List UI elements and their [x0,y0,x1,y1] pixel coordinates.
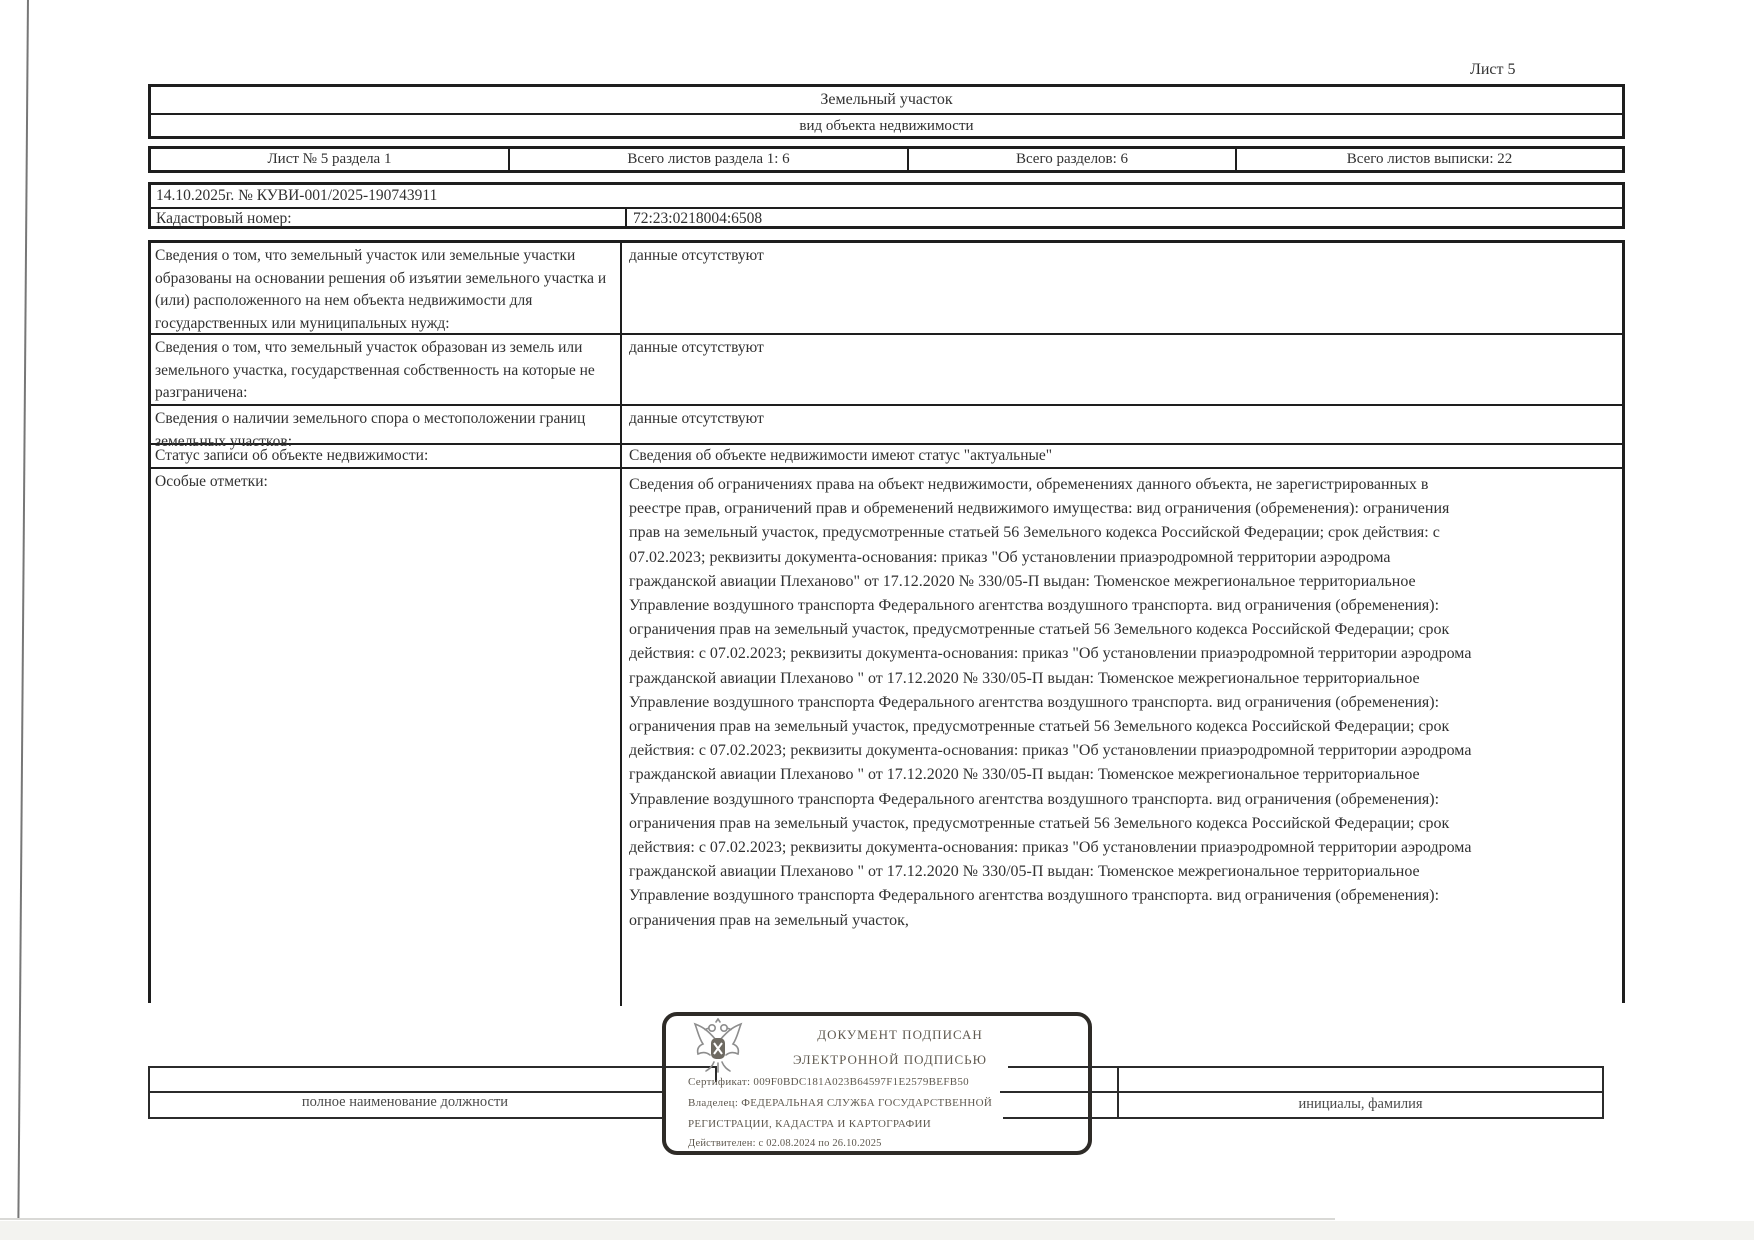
scan-bottom-line [0,1218,1335,1220]
cadastral-number-value: 72:23:0218004:6508 [633,210,763,227]
stamp-title-line2: ЭЛЕКТРОННОЙ ПОДПИСЬЮ [793,1052,987,1067]
object-type-table [148,84,1625,139]
scan-edge-line [17,0,29,1218]
row-value-seizure-info: данные отсутствуют [629,247,764,264]
row-value-boundary-dispute: данные отсутствуют [629,410,764,427]
land-plot-info-table [148,240,1625,1003]
signature-left-box-top-line [148,1066,717,1068]
position-caption: полное наименование должности [301,1094,509,1110]
table-row [151,243,1622,335]
row-label-special-notes: Особые отметки: [151,469,622,1006]
table-row [151,469,1622,1006]
table-row [151,406,1622,450]
stamp-owner-line2: РЕГИСТРАЦИИ, КАДАСТРА И КАРТОГРАФИИ [688,1118,931,1130]
object-type-caption: вид объекта недвижимости [799,118,974,134]
statement-date-number: 14.10.2025г. № КУВИ-001/2025-190743911 [151,185,1622,209]
sheet-counters-table [148,146,1625,173]
table-row [151,335,1622,406]
signature-right-box-top-line [1008,1066,1604,1068]
total-sections-cell: Всего разделов: 6 [909,149,1237,170]
table-row [151,445,1622,469]
signature-left-box-left-edge [148,1066,150,1119]
stamp-owner-line1: Владелец: ФЕДЕРАЛЬНАЯ СЛУЖБА ГОСУДАРСТВЕННОЙ [688,1097,993,1109]
name-caption: инициалы, фамилия [1298,1096,1423,1112]
row-label-record-status: Статус записи об объекте недвижимости: [151,445,622,467]
signature-left-box-middle-line [148,1091,662,1093]
signature-left-box-bottom-line [148,1117,662,1119]
sheet-number-label: Лист 5 [1470,61,1516,78]
signature-right-box-middle-line [1000,1091,1604,1093]
row-label-seizure-info: Сведения о том, что земельный участок или земельные участки образованы на основании решения об изъятии земельного участка и (или) расположенного на нем объекта недвижимости для государственных или муниципальных нужд: [151,243,622,333]
sheet-of-section-cell: Лист № 5 раздела 1 [151,149,510,170]
stamp-certificate: Сертификат: 009F0BDC181A023B64597F1E2579BEFB50 [688,1076,969,1088]
stamp-title-line1: ДОКУМЕНТ ПОДПИСАН [817,1027,983,1042]
total-sheets-section-cell: Всего листов раздела 1: 6 [510,149,909,170]
stamp-validity: Действителен: с 02.08.2024 по 26.10.2025 [688,1138,882,1149]
scan-bottom-strip [0,1221,1754,1240]
rosreestr-eagle-emblem-icon [692,1018,744,1076]
row-label-formed-from-state-land: Сведения о том, что земельный участок образован из земель или земельного участка, государственная собственность на которые не разграничена: [151,335,622,404]
cadastral-number-label: Кадастровый номер: [151,209,627,228]
total-sheets-extract-cell: Всего листов выписки: 22 [1346,151,1513,167]
object-type-title: Земельный участок [151,87,1622,115]
row-label-boundary-dispute: Сведения о наличии земельного спора о местоположении границ земельных участков: [151,406,622,443]
row-value-formed-from-state-land: данные отсутствуют [629,339,764,356]
signature-right-box-bottom-line [1003,1117,1604,1119]
row-value-special-notes: Сведения об ограничениях права на объект недвижимости, обременениях данного объекта, не зарегистрированных в реестре прав, ограничений прав и обременений недвижимого имущества: вид ограничения (обременения): ограничения прав на земельный участок, предусмотренные статьей 56 Земельного кодекса Российской Федерации; срок действия: с 07.02.2023; реквизиты документа-основания: приказ "Об установлении приаэродромной территории аэродрома гражданской авиации Плеханово" от 17.12.2020 № 330/05-П выдан: Тюменское межрегиональное территориальное Управление воздушного транспорта Федерального агентства воздушного транспорта. вид ограничения (обременения): ограничения прав на земельный участок, предусмотренные статьей 56 Земельного кодекса Российской Федерации; срок действия: с 07.02.2023; реквизиты документа-основания: приказ "Об установлении приаэродромной территории аэродрома гражданской авиации Плеханово " от 17.12.2020 № 330/05-П выдан: Тюменское межрегиональное территориальное Управление воздушного транспорта Федерального агентства воздушного транспорта. вид ограничения (обременения): ограничения прав на земельный участок, предусмотренные статьей 56 Земельного кодекса Российской Федерации; срок действия: с 07.02.2023; реквизиты документа-основания: приказ "Об установлении приаэродромной территории аэродрома гражданской авиации Плеханово " от 17.12.2020 № 330/05-П выдан: Тюменское межрегиональное территориальное Управление воздушного транспорта Федерального агентства воздушного транспорта. вид ограничения (обременения): ограничения прав на земельный участок, предусмотренные статьей 56 Земельного кодекса Российской Федерации; срок действия: с 07.02.2023; реквизиты документа-основания: приказ "Об установлении приаэродромной территории аэродрома гражданской авиации Плеханово " от 17.12.2020 № 330/05-П выдан: Тюменское межрегиональное территориальное Управление воздушного транспорта Федерального агентства воздушного транспорта. вид ограничения (обременения): ограничения прав на земельный участок, [629,476,1472,929]
row-value-record-status: Сведения об объекте недвижимости имеют статус "актуальные" [629,447,1053,464]
request-info-table [148,182,1625,229]
